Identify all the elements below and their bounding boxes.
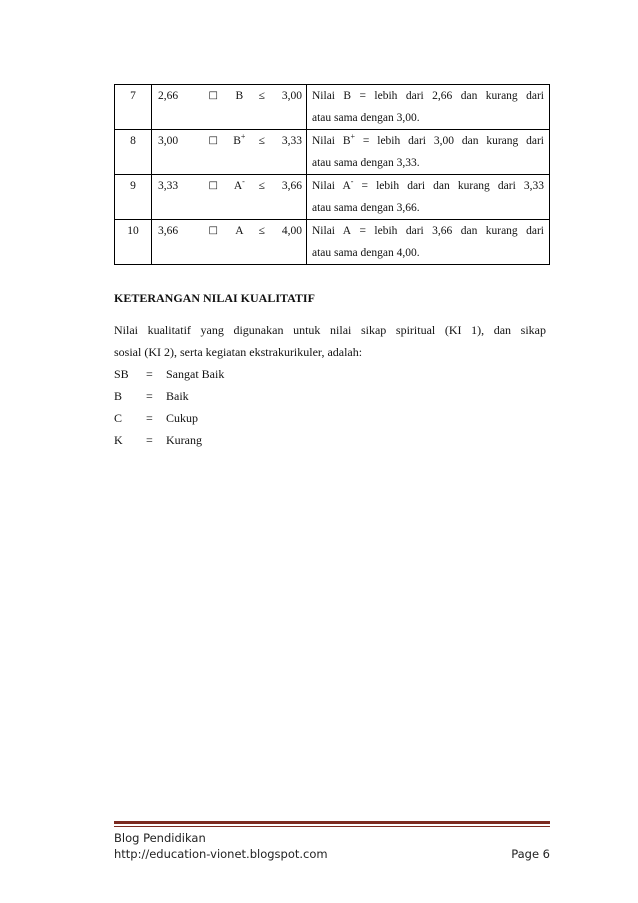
range-high: 4,00 [281,225,302,237]
page-footer [114,830,550,862]
description-line: atau sama dengan 3,66. [312,202,420,214]
range-high: 3,00 [281,90,302,102]
footer-url[interactable]: http://education-vionet.blogspot.com [114,847,328,861]
list-item [114,407,224,429]
footer-blog-name: Blog Pendidikan [114,831,206,845]
range-high: 3,33 [281,135,302,147]
legend-label: Baik [166,389,189,403]
section-heading: KETERANGAN NILAI KUALITATIF [114,291,315,305]
grade-description [307,220,550,265]
section-paragraph [114,319,546,363]
legend-label: Cukup [166,411,199,425]
footer-divider [114,826,550,827]
leq-symbol: ≤ [258,225,265,237]
range-low: 3,00 [158,135,179,147]
table-row [115,175,550,220]
box-symbol: □ [208,135,218,146]
paragraph-line: Nilai kualitatif yang digunakan untuk nilai sikap spiritual (KI 1), dan sikap [114,323,546,337]
description-line: atau sama dengan 3,00. [312,112,420,124]
grade-range [152,85,307,130]
description-line: Nilai B = lebih dari 2,66 dan kurang dari [312,90,544,102]
box-symbol: □ [208,90,218,101]
grade-description [307,130,550,175]
list-item [114,363,224,385]
table-row [115,220,550,265]
legend-equals: = [146,389,153,403]
range-low: 3,66 [158,225,179,237]
row-number: 8 [115,130,152,175]
row-number: 7 [115,85,152,130]
description-line: Nilai B+ = lebih dari 3,00 dan kurang dari [312,132,544,147]
grade-table [114,84,550,265]
legend-label: Kurang [166,433,202,447]
grade-description [307,175,550,220]
box-symbol: □ [208,180,218,191]
grade-range [152,220,307,265]
legend-list [114,363,224,451]
description-line: Nilai A- = lebih dari dan kurang dari 3,33 [312,177,544,192]
footer-divider [114,821,550,824]
legend-label: Sangat Baik [166,367,225,381]
description-line: atau sama dengan 4,00. [312,247,420,259]
list-item [114,429,224,451]
row-number: 10 [115,220,152,265]
page-number: Page 6 [511,847,550,861]
grade-range [152,175,307,220]
legend-equals: = [146,433,153,447]
range-high: 3,66 [281,180,302,192]
leq-symbol: ≤ [258,180,265,192]
paragraph-line: sosial (KI 2), serta kegiatan ekstrakurikuler, adalah: [114,345,363,359]
legend-code: B [114,389,123,403]
grade-letter: B+ [233,132,246,147]
leq-symbol: ≤ [258,90,265,102]
legend-code: K [114,433,123,447]
legend-equals: = [146,367,153,381]
box-symbol: □ [208,225,218,236]
grade-letter: B [235,90,244,102]
range-low: 3,33 [158,180,179,192]
grade-range [152,130,307,175]
grade-description [307,85,550,130]
description-line: atau sama dengan 3,33. [312,157,420,169]
row-number: 9 [115,175,152,220]
table-row [115,130,550,175]
grade-letter: A [235,225,244,237]
leq-symbol: ≤ [258,135,265,147]
legend-code: C [114,411,123,425]
list-item [114,385,224,407]
table-row [115,85,550,130]
description-line: Nilai A = lebih dari 3,66 dan kurang dari [312,225,544,237]
grade-letter: A- [233,177,245,192]
legend-code: SB [114,367,129,381]
range-low: 2,66 [158,90,179,102]
legend-equals: = [146,411,153,425]
